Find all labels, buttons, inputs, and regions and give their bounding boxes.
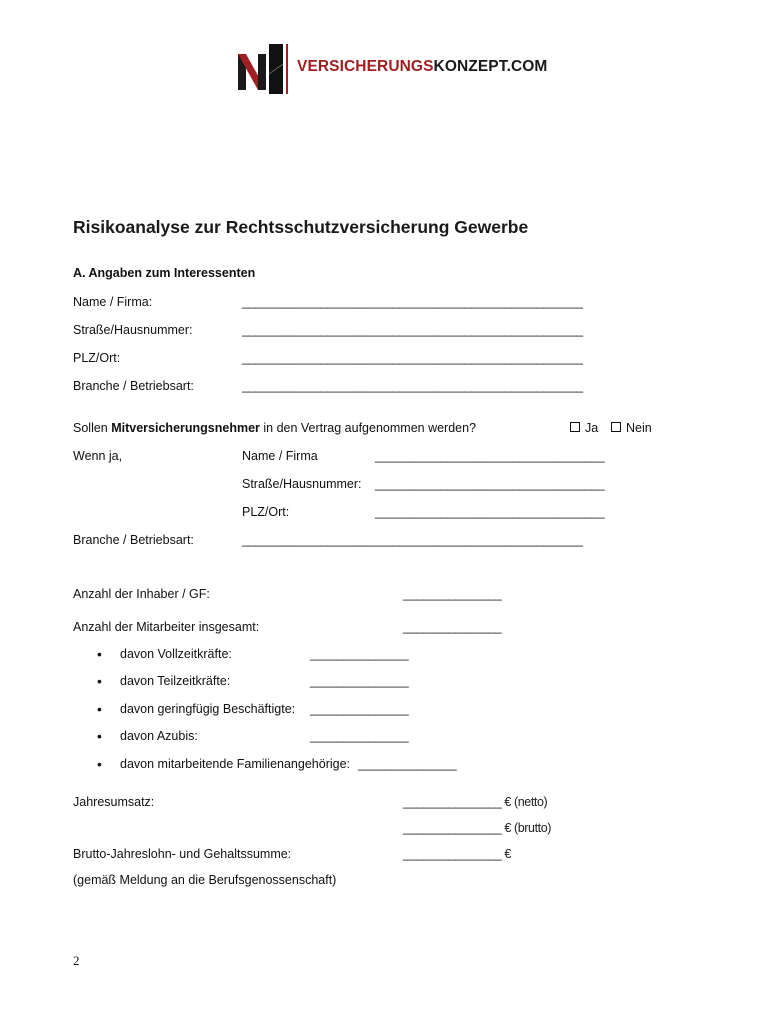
bullet-label-azubis: davon Azubis:	[120, 729, 198, 743]
lohnsumme-line[interactable]: _______________ €	[403, 847, 511, 861]
field-line-branche[interactable]: ____________________________________________________	[242, 379, 583, 393]
field-label-plz: PLZ/Ort:	[73, 351, 121, 365]
jahresumsatz-brutto-line[interactable]: _______________ € (brutto)	[403, 821, 552, 835]
bullet-label-vollzeit: davon Vollzeitkräfte:	[120, 647, 232, 661]
sub-label-name: Name / Firma	[242, 449, 318, 463]
bullet-label-teilzeit: davon Teilzeitkräfte:	[120, 674, 231, 688]
field-label-name: Name / Firma:	[73, 295, 153, 309]
field-line-name[interactable]: ____________________________________________________	[242, 295, 583, 309]
mitarbeiter-label: Anzahl der Mitarbeiter insgesamt:	[73, 620, 260, 634]
sub-line-branche[interactable]: ____________________________________________________	[242, 533, 583, 547]
sub-label-branche: Branche / Betriebsart:	[73, 533, 194, 547]
question-prefix: Sollen	[73, 421, 112, 435]
field-line-street[interactable]: ____________________________________________________	[242, 323, 583, 337]
sub-label-plz: PLZ/Ort:	[242, 505, 290, 519]
page-number: 2	[73, 953, 80, 968]
field-line-plz[interactable]: ____________________________________________________	[242, 351, 583, 365]
bullet-line-familie[interactable]: _______________	[358, 757, 457, 771]
jahresumsatz-netto-line[interactable]: _______________ € (netto)	[403, 795, 548, 809]
bullet-line-teilzeit[interactable]: _______________	[310, 674, 409, 688]
question-bold: Mitversicherungsnehmer	[111, 421, 260, 435]
sub-line-street[interactable]: ___________________________________	[375, 477, 605, 491]
bullet-icon: •	[97, 673, 102, 689]
bullet-label-geringfuegig: davon geringfügig Beschäftigte:	[120, 702, 296, 716]
option-ja-label: Ja	[585, 421, 599, 435]
sub-label-street: Straße/Hausnummer:	[242, 477, 362, 491]
option-nein[interactable]	[611, 421, 652, 435]
bullet-icon: •	[97, 756, 102, 772]
bullet-line-vollzeit[interactable]: _______________	[310, 647, 409, 661]
bullet-line-azubis[interactable]: _______________	[310, 729, 409, 743]
inhaber-label: Anzahl der Inhaber / GF:	[73, 587, 210, 601]
berufsgenossenschaft-note: (gemäß Meldung an die Berufsgenossenschaft)	[73, 873, 337, 887]
logo-text	[297, 58, 547, 76]
field-label-street: Straße/Hausnummer:	[73, 323, 193, 337]
checkbox-ja-icon[interactable]	[570, 422, 580, 432]
lohnsumme-label: Brutto-Jahreslohn- und Gehaltssumme:	[73, 847, 292, 861]
jahresumsatz-label: Jahresumsatz:	[73, 795, 155, 809]
option-nein-label: Nein	[626, 421, 652, 435]
section-a-heading: A. Angaben zum Interessenten	[73, 266, 256, 280]
document-title: Risikoanalyse zur Rechtsschutzversicherung Gewerbe	[73, 217, 529, 237]
bullet-label-familie: davon mitarbeitende Familienangehörige:	[120, 757, 351, 771]
bullet-line-geringfuegig[interactable]: _______________	[310, 702, 409, 716]
sub-line-name[interactable]: ___________________________________	[375, 449, 605, 463]
bullet-icon: •	[97, 728, 102, 744]
field-label-branche: Branche / Betriebsart:	[73, 379, 194, 393]
bullet-icon: •	[97, 701, 102, 717]
inhaber-line[interactable]: _______________	[403, 587, 502, 601]
logo-mark-icon	[236, 42, 296, 96]
sub-line-plz[interactable]: ___________________________________	[375, 505, 605, 519]
option-ja[interactable]	[570, 421, 598, 435]
wenn-ja-label: Wenn ja,	[73, 449, 123, 463]
bullet-icon: •	[97, 646, 102, 662]
checkbox-nein-icon[interactable]	[611, 422, 621, 432]
mitarbeiter-line[interactable]: _______________	[403, 620, 502, 634]
logo-brand-prefix: VERSICHERUNGS	[297, 58, 434, 75]
question-suffix: in den Vertrag aufgenommen werden?	[259, 421, 477, 435]
logo-brand-suffix: KONZEPT.COM	[433, 58, 548, 75]
mitversicherung-question	[73, 421, 476, 435]
